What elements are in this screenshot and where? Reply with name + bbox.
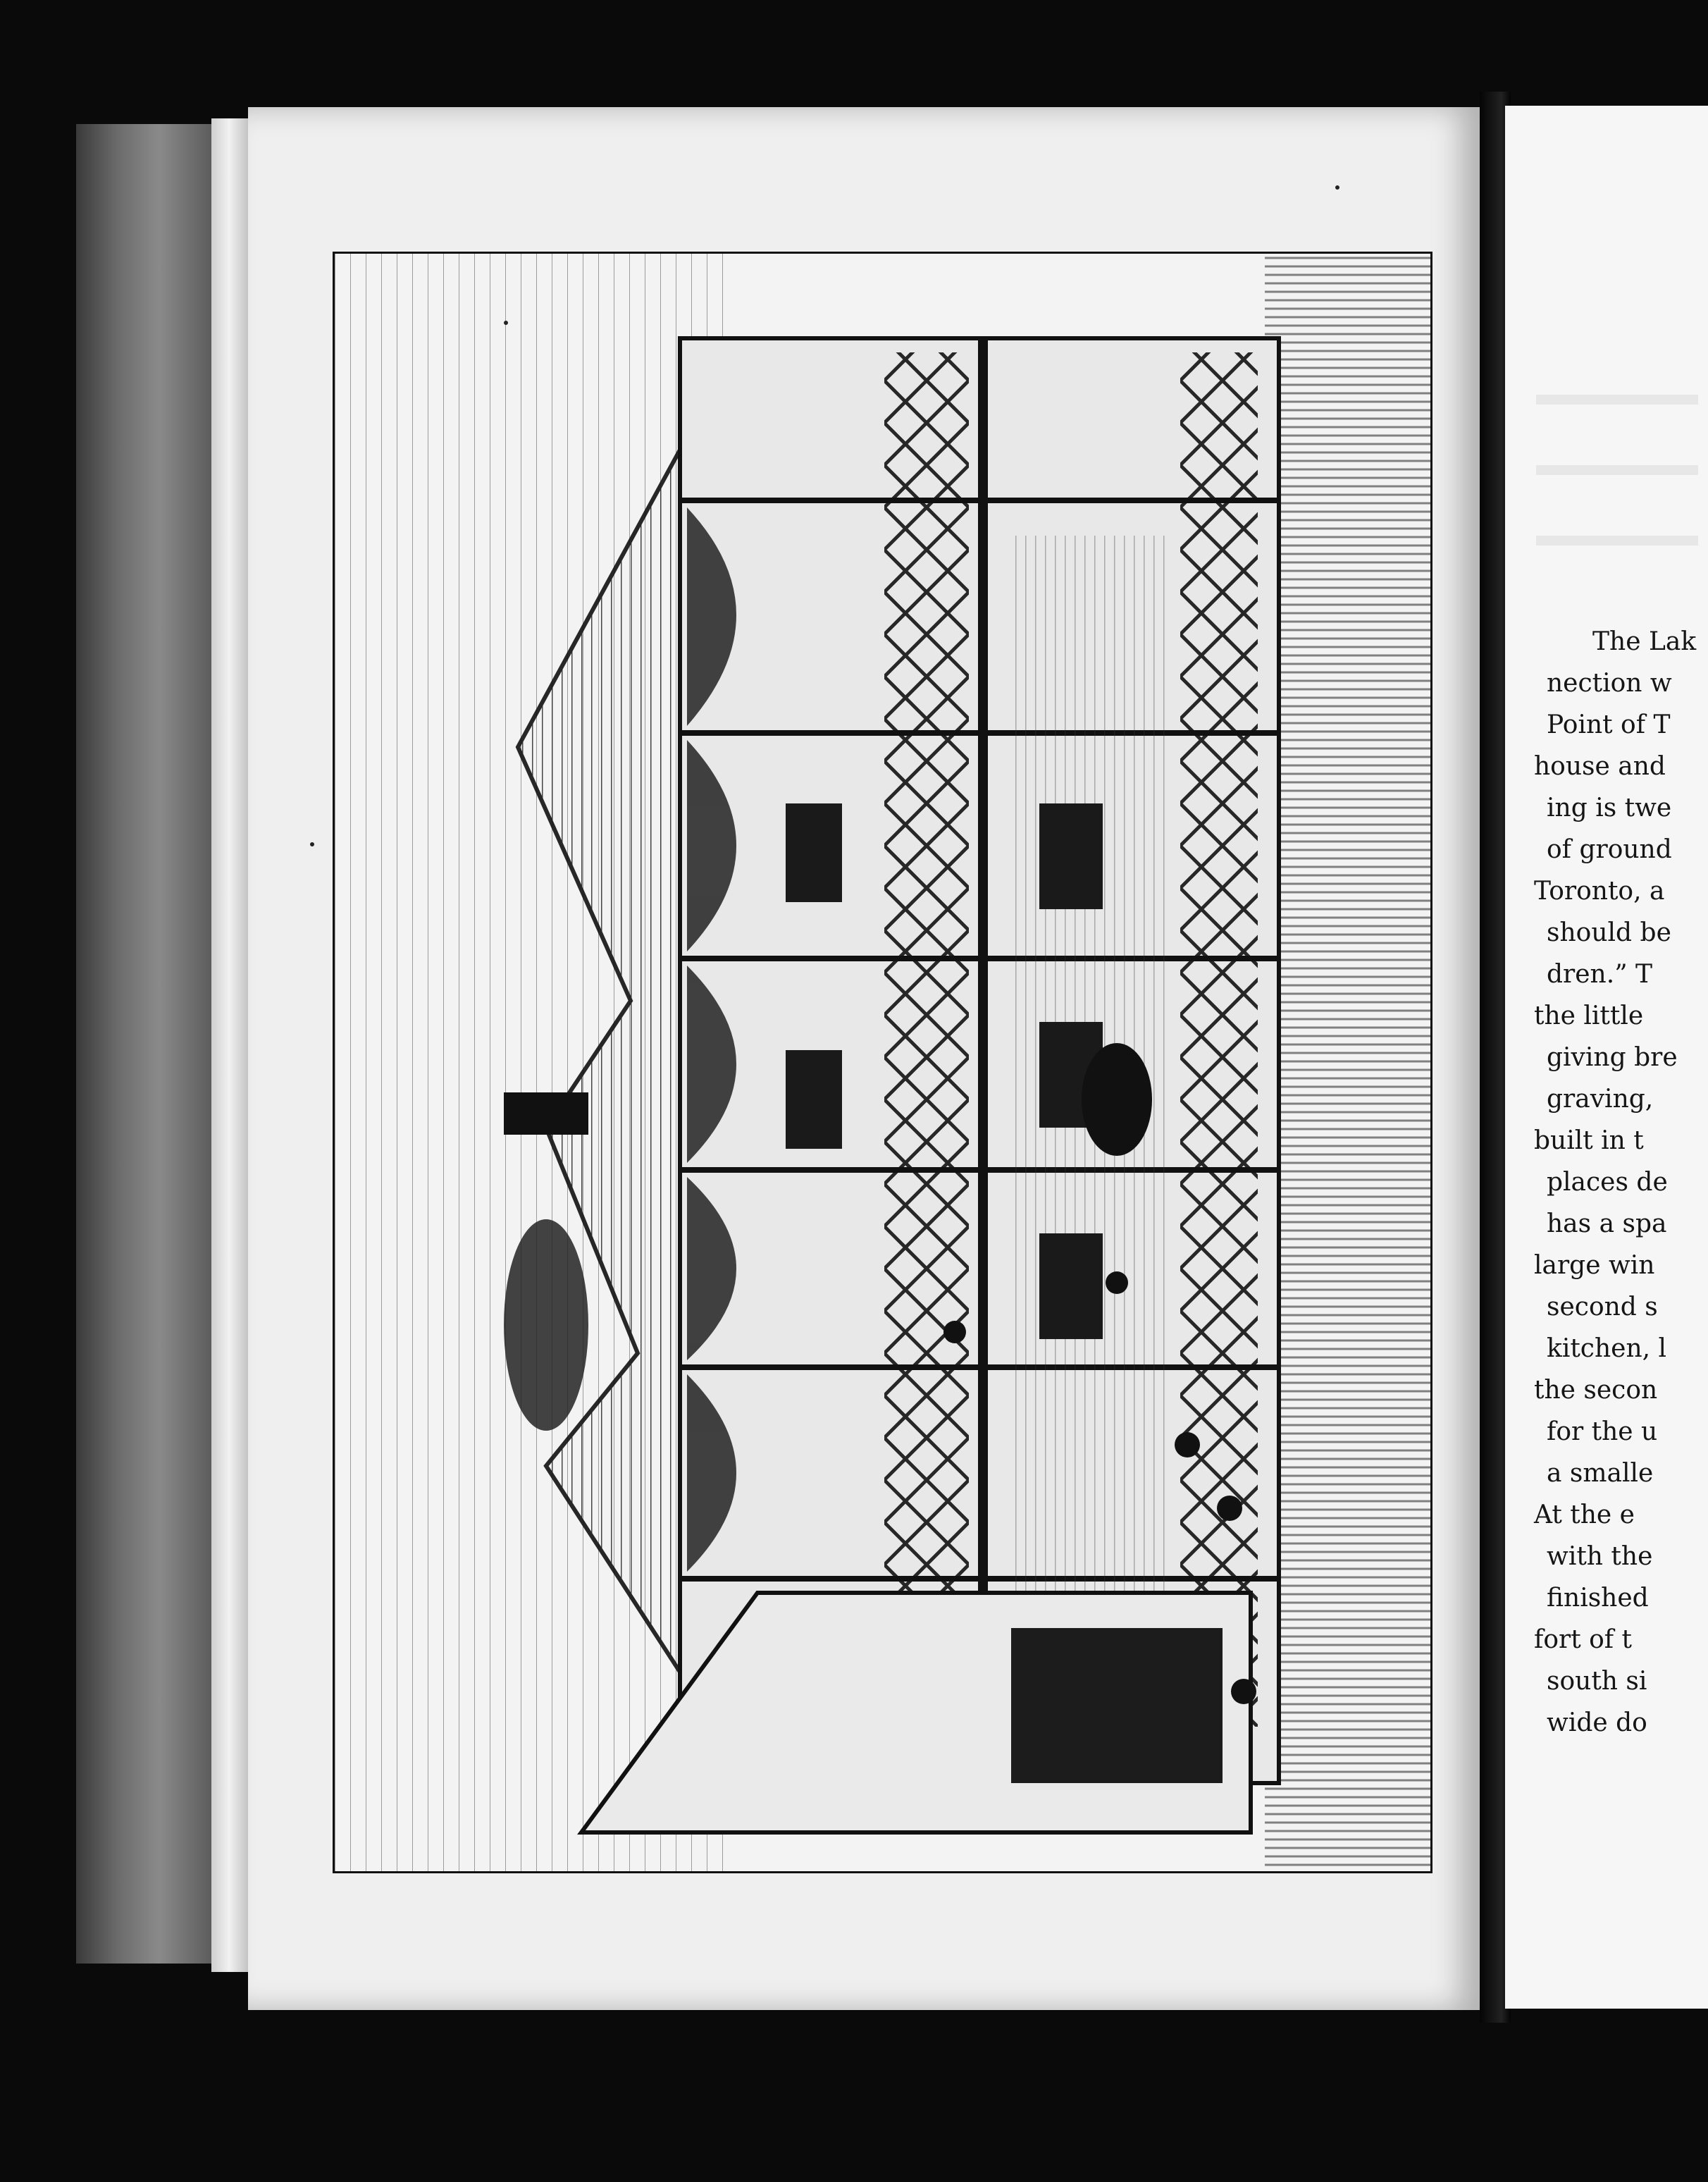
left-page (248, 107, 1481, 2010)
front-door (1011, 1628, 1223, 1783)
text-line: of ground (1547, 835, 1672, 864)
binding-gutter (211, 118, 251, 1972)
text-line: finished (1547, 1584, 1649, 1613)
text-line: giving bre (1547, 1043, 1678, 1072)
text-line: house and (1534, 752, 1666, 781)
text-line: Toronto, a (1534, 877, 1665, 906)
lattice-lower (1180, 352, 1258, 1727)
home-sign (1082, 1043, 1152, 1156)
text-line: graving, (1547, 1085, 1654, 1114)
text-line: kitchen, l (1547, 1334, 1667, 1363)
body-text (1533, 0, 1708, 2182)
text-line: the little (1534, 1001, 1644, 1030)
text-line: built in t (1534, 1126, 1644, 1155)
text-line: has a spa (1547, 1209, 1667, 1238)
text-line: fort of t (1534, 1625, 1633, 1654)
text-line: nection w (1547, 669, 1672, 698)
text-line: dren.” T (1547, 960, 1653, 989)
text-line: the secon (1534, 1376, 1658, 1405)
text-line: Point of T (1547, 710, 1671, 739)
book-edge (76, 124, 214, 1964)
text-line: ing is twe (1547, 794, 1672, 822)
smoke (504, 1219, 588, 1431)
text-line: should be (1547, 918, 1671, 947)
engraving-plate (333, 252, 1432, 1873)
text-line: At the e (1534, 1500, 1635, 1529)
building-engraving (335, 254, 1430, 1871)
text-line: second s (1547, 1293, 1658, 1321)
dust-speck (310, 842, 314, 846)
dust-speck (1335, 185, 1339, 190)
text-line: The Lak (1592, 627, 1697, 656)
text-line: south si (1547, 1667, 1647, 1696)
text-line: a smalle (1547, 1459, 1654, 1488)
text-line: with the (1547, 1542, 1653, 1571)
ground-hatching (1265, 254, 1430, 1871)
text-line: wide do (1547, 1708, 1647, 1737)
lattice-upper (884, 352, 969, 1727)
text-line: large win (1534, 1251, 1655, 1280)
chimney (504, 1092, 588, 1135)
dust-speck (504, 321, 508, 325)
text-line: for the u (1547, 1417, 1658, 1446)
text-line: places de (1547, 1168, 1668, 1197)
